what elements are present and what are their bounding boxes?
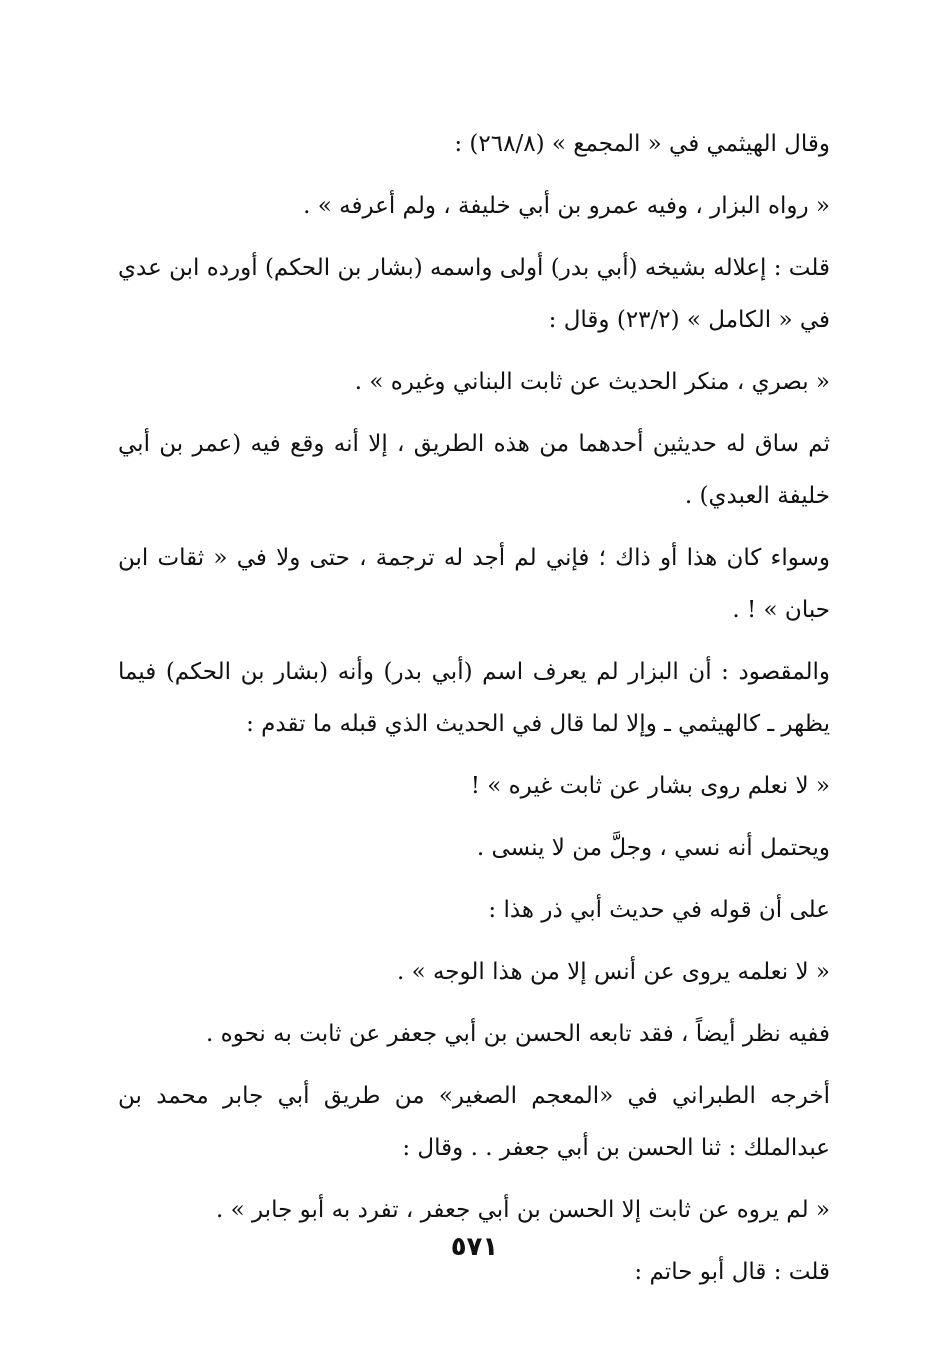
paragraph-8: « لا نعلم روى بشار عن ثابت غيره » !: [470, 773, 830, 799]
paragraph-6: وسواء كان هذا أو ذاك ؛ فإني لم أجد له ترجمة ، حتى ولا في « ثقات ابن حبان » ! .: [118, 545, 830, 623]
paragraph-10: على أن قوله في حديث أبي ذر هذا :: [488, 897, 830, 923]
paragraph-2: « رواه البزار ، وفيه عمرو بن أبي خليفة ، ولم أعرفه » .: [303, 193, 830, 219]
paragraph-9: ويحتمل أنه نسي ، وجلَّ من لا ينسى .: [476, 835, 830, 861]
paragraph-5: ثم ساق له حديثين أحدهما من هذه الطريق ، إلا أنه وقع فيه (عمر بن أبي خليفة العبدي) .: [118, 431, 830, 509]
paragraph-1: وقال الهيثمي في « المجمع » (٢٦٨/٨) :: [454, 131, 830, 157]
paragraph-4: « بصري ، منكر الحديث عن ثابت البناني وغيره » .: [354, 369, 830, 395]
paragraph-7: والمقصود : أن البزار لم يعرف اسم (أبي بدر) وأنه (بشار بن الحكم) فيما يظهر ـ كالهيثمي ـ وإلا لما قال في الحديث الذي قبله ما تقدم :: [118, 659, 830, 737]
paragraph-3: قلت : إعلاله بشيخه (أبي بدر) أولى واسمه (بشار بن الحكم) أورده ابن عدي في « الكامل » (٢٣/٢) وقال :: [118, 255, 830, 333]
paragraph-14: « لم يروه عن ثابت إلا الحسن بن أبي جعفر ، تفرد به أبو جابر » .: [215, 1197, 830, 1223]
page-body: [118, 118, 830, 1308]
paragraph-13: أخرجه الطبراني في «المعجم الصغير» من طريق أبي جابر محمد بن عبدالملك : ثنا الحسن بن أبي جعفر . . وقال :: [118, 1083, 830, 1161]
paragraph-11: « لا نعلمه يروى عن أنس إلا من هذا الوجه » .: [396, 959, 830, 985]
paragraph-15: قلت : قال أبو حاتم :: [634, 1259, 830, 1285]
paragraph-12: ففيه نظر أيضاً ، فقد تابعه الحسن بن أبي جعفر عن ثابت به نحوه .: [206, 1021, 830, 1047]
page-number: ٥٧١: [450, 1232, 499, 1262]
